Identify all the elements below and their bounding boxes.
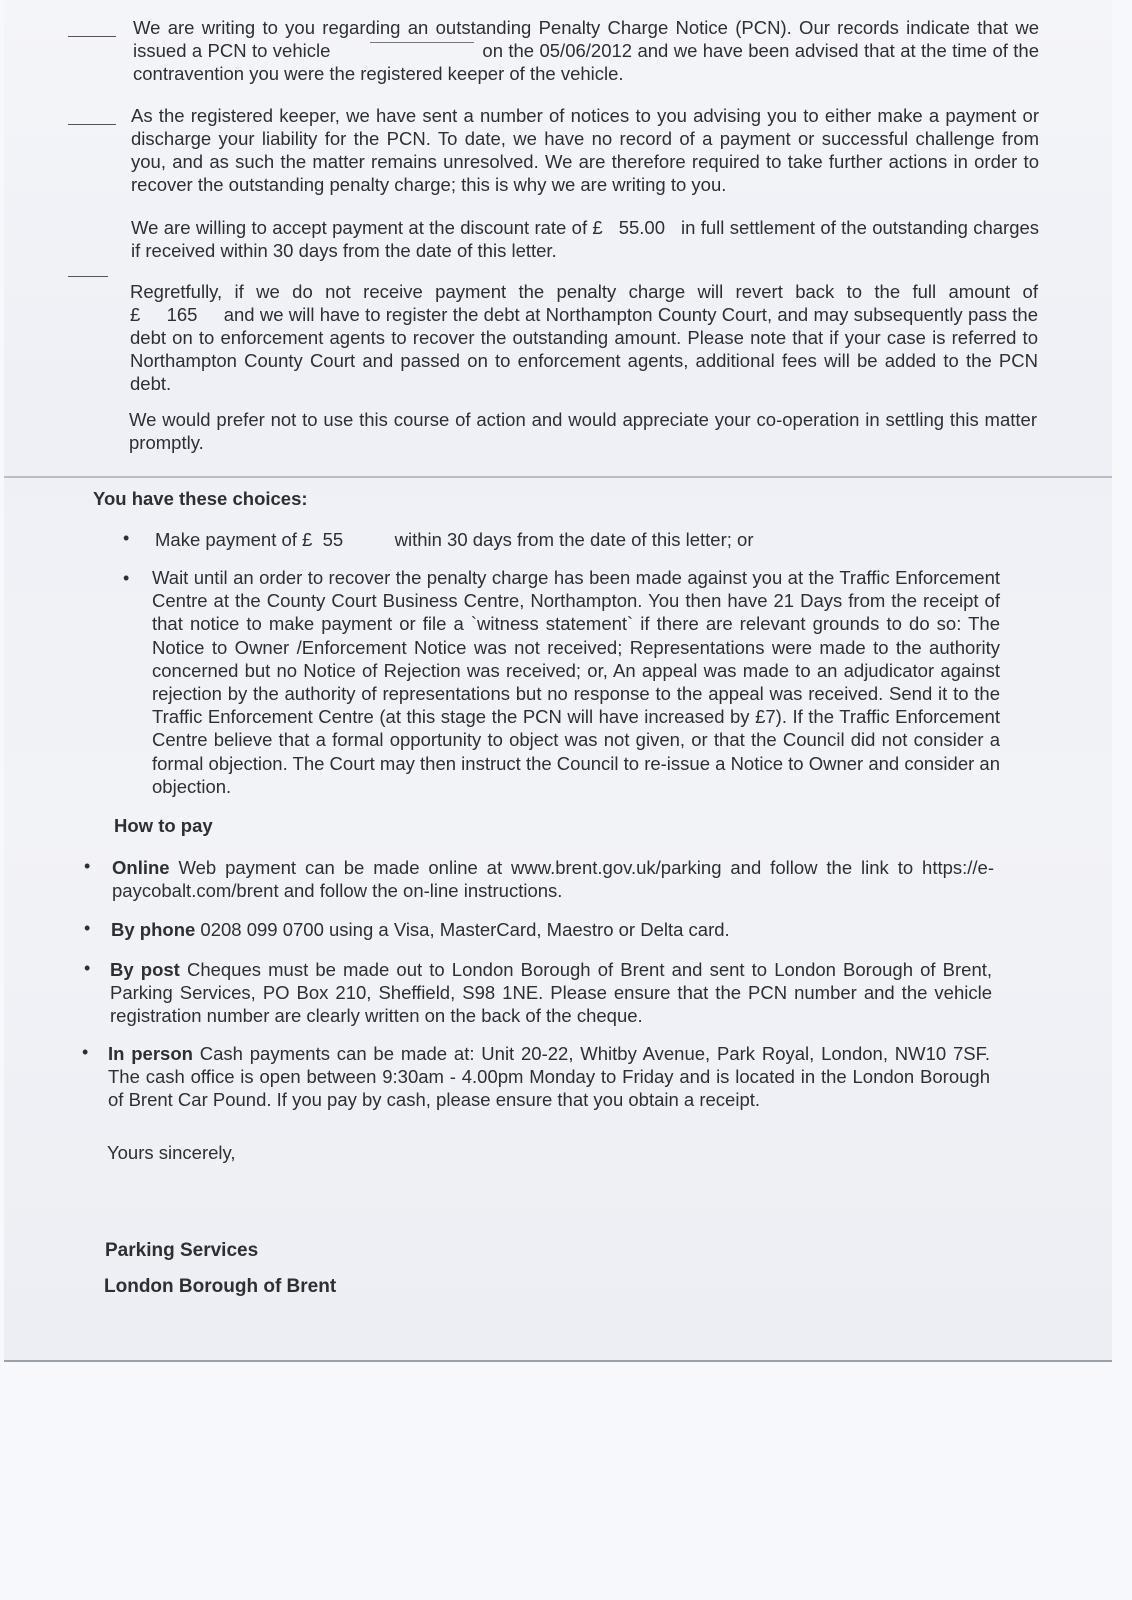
paragraph-discount (131, 216, 1039, 262)
pay-by-phone (111, 918, 993, 941)
pay-method-label: Online (112, 857, 170, 878)
pay-method-text: Cash payments can be made at: Unit 20-22, Whitby Avenue, Park Royal, London, NW10 7SF. The cash office is open between 9:30am - 4.00pm Monday to Friday and is located in the London Borough of Brent Car Pound. If you pay by cash, please ensure that you obtain a receipt. (108, 1043, 991, 1110)
choice-wait-for-order (152, 566, 1000, 798)
choice-pay-now (155, 528, 1005, 551)
paragraph-text: As the registered keeper, we have sent a number of notices to you advising you to either make a payment or discharge your liability for the PCN. To date, we have no record of a payment or successful challenge from you, and as such the matter remains unresolved. We are therefore required to take further actions in order to recover the outstanding penalty charge; this is why we are writing to you. (131, 105, 1039, 195)
signature-organisation: London Borough of Brent (104, 1276, 337, 1297)
pay-method-label: In person (108, 1043, 193, 1064)
pay-in-person (108, 1042, 990, 1111)
margin-mark (68, 276, 108, 277)
how-to-pay-heading: How to pay (114, 815, 213, 836)
paragraph-text: and we will have to register the debt at Northampton County Court, and may subsequently pass the debt on to enforcement agents to recover the outstanding amount. Please note that if your case is referred to Northampton County Court and passed on to enforcement agents, additional fees will be added to the PCN debt. (130, 304, 1038, 394)
paragraph-registered-keeper (131, 104, 1039, 196)
currency-symbol: £ (130, 304, 141, 325)
pay-by-post (110, 958, 992, 1027)
bullet-dot: • (84, 918, 91, 938)
pay-method-label: By post (110, 959, 180, 980)
choice-amount: 55 (322, 529, 344, 550)
paragraph-text: We would prefer not to use this course of action and would appreciate your co-operation in settling this matter promptly. (129, 409, 1037, 453)
choice-text: Make payment of £ (155, 529, 313, 550)
margin-mark (68, 36, 116, 37)
pay-method-text: 0208 099 0700 using a Visa, MasterCard, Maestro or Delta card. (200, 919, 730, 940)
bullet-dot: • (84, 856, 91, 876)
signature-department: Parking Services (105, 1240, 259, 1261)
vehicle-registration-blank (370, 42, 474, 43)
paragraph-full-amount (130, 280, 1038, 395)
bullet-dot: • (84, 958, 91, 978)
bullet-dot: • (123, 568, 130, 588)
paragraph-outstanding-pcn (133, 16, 1039, 85)
paragraph-cooperation (129, 408, 1037, 454)
discount-amount: 55.00 (618, 217, 666, 238)
bullet-dot: • (123, 528, 130, 548)
pay-online (112, 856, 994, 902)
choice-text: within 30 days from the date of this letter; or (394, 529, 754, 550)
choices-heading: You have these choices: (93, 488, 308, 509)
paragraph-text: We are willing to accept payment at the discount rate of £ (131, 217, 603, 238)
salutation: Yours sincerely, (107, 1142, 236, 1163)
paragraph-text: in full settlement of the outstanding charges if received within 30 days from the date of this letter. (131, 217, 1040, 261)
pay-method-text: Web payment can be made online at www.brent.gov.uk/parking and follow the link to https://e-paycobalt.com/brent and follow the on-line instructions. (112, 857, 995, 901)
margin-mark (68, 124, 116, 125)
choice-text: Wait until an order to recover the penalty charge has been made against you at the Traffic Enforcement Centre at the County Court Business Centre, Northampton. You then have 21 Days from the receipt of that notice to make payment or file a `witness statement` if there are relevant grounds to do so: The Notice to Owner /Enforcement Notice was not received; Representations were made to the authority concerned but no Notice of Rejection was received; or, An appeal was made to an adjudicator against rejection by the authority of representations but no response to the appeal was received. Send it to the Traffic Enforcement Centre (at this stage the PCN will have increased by £7). If the Traffic Enforcement Centre believe that a formal opportunity to object was not given, or that the Council did not consider a formal objection. The Court may then instruct the Council to re-issue a Notice to Owner and consider an objection. (152, 567, 1000, 797)
full-amount: 165 (166, 304, 198, 325)
page-fold (4, 476, 1112, 478)
pay-method-label: By phone (111, 919, 196, 940)
paragraph-text: on the 05/06/2012 and we have been advised that at the time of the contravention you were the registered keeper of the vehicle. (133, 40, 1040, 84)
pay-method-text: Cheques must be made out to London Borough of Brent and sent to London Borough of Brent, Parking Services, PO Box 210, Sheffield, S98 1NE. Please ensure that the PCN number and the vehicle registration number are clearly written on the back of the cheque. (110, 959, 993, 1026)
paragraph-text: Regretfully, if we do not receive payment the penalty charge will revert back to the full amount of (130, 281, 1038, 302)
bullet-dot: • (82, 1042, 89, 1062)
paragraph-text: We are writing to you regarding an outstanding Penalty Charge Notice (PCN). Our records indicate that we issued a PCN to vehicle (133, 17, 1039, 61)
